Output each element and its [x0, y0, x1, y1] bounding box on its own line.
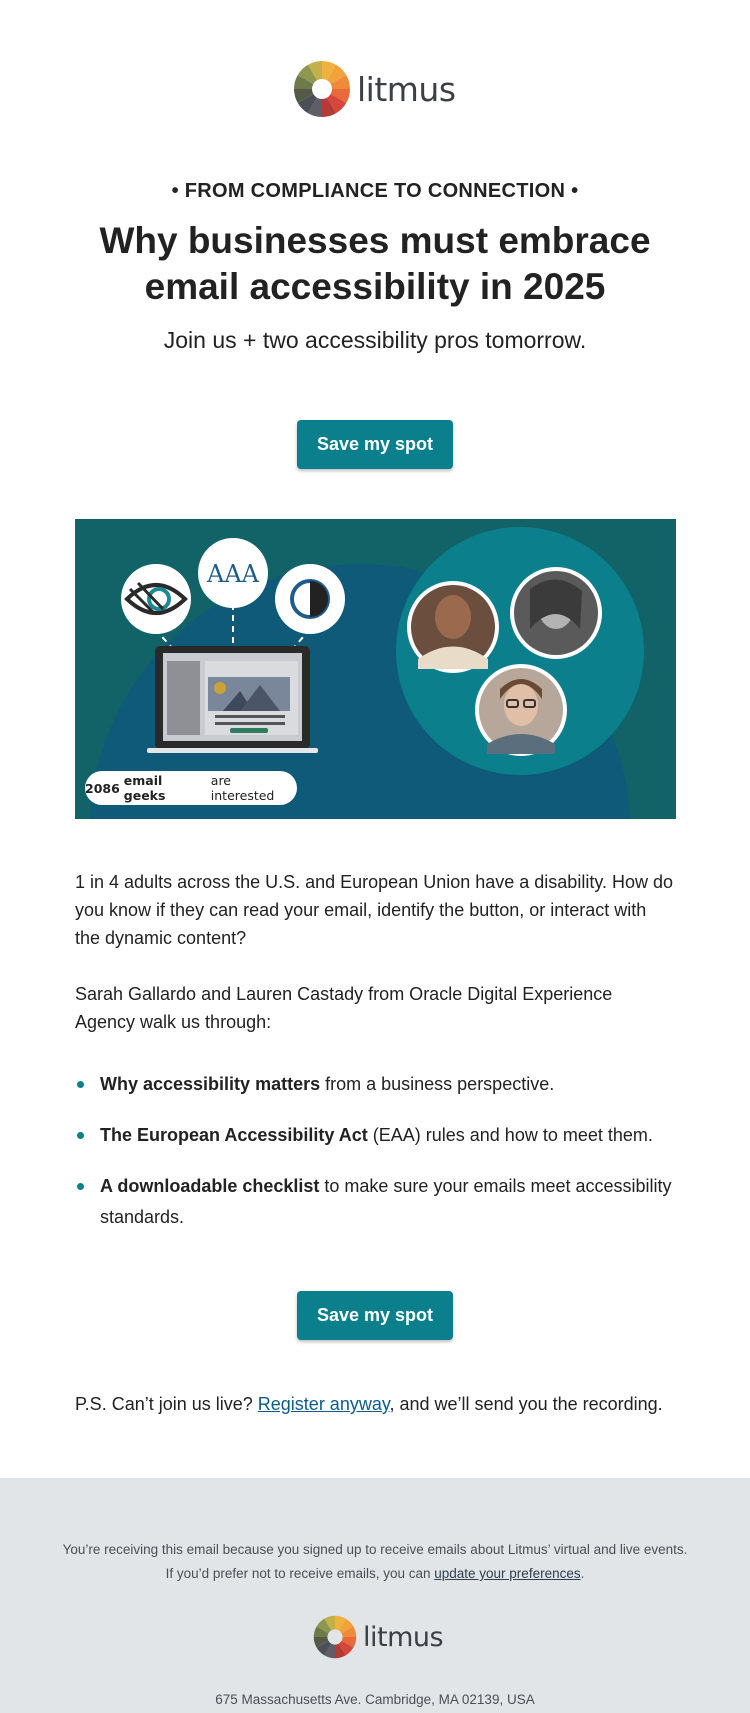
speakers-paragraph: Sarah Gallardo and Lauren Castady from Oracle Digital Experience Agency walk us through: [75, 984, 613, 1032]
bullet-icon [77, 1132, 84, 1139]
interest-count: 2086 [85, 780, 120, 796]
save-my-spot-button[interactable]: Save my spot [297, 420, 453, 469]
interest-count-suffix: are interested [210, 773, 275, 803]
hero-banner[interactable] [75, 519, 676, 819]
ps-paragraph [75, 1390, 715, 1418]
list-item [75, 1171, 685, 1233]
bullet-bold: Why accessibility matters [100, 1074, 321, 1094]
notice-text: You’re receiving this email because you signed up to receive emails about Litmus’ virtual and live events. If you’d prefer not to receive emails, you can [62, 1542, 688, 1581]
ps-suffix: , and we’ll send you the recording. [389, 1394, 663, 1414]
bullet-text: from a business perspective. [320, 1074, 555, 1094]
speaker-photo-3 [475, 664, 567, 756]
bullet-text: to make sure your emails meet accessibility standards. [100, 1176, 672, 1227]
footer-notice [60, 1538, 690, 1586]
litmus-logo[interactable] [293, 60, 456, 118]
litmus-wheel-icon [293, 60, 351, 118]
postal-address: 675 Massachusetts Ave. Cambridge, MA 02139, USA [215, 1692, 535, 1707]
footer [0, 1478, 750, 1713]
bullet-text: (EAA) rules and how to meet them. [367, 1125, 653, 1145]
litmus-wheel-icon [313, 1615, 357, 1659]
update-preferences-link[interactable]: update your preferences [434, 1566, 581, 1581]
notice-suffix: . [580, 1566, 585, 1581]
kicker: • FROM COMPLIANCE TO CONNECTION • [171, 180, 579, 202]
intro-paragraph: 1 in 4 adults across the U.S. and European Union have a disability. How do you know if they can read your email, identify the button, or interact with the dynamic content? [75, 872, 674, 948]
list-item [75, 1069, 685, 1100]
speaker-photo-1 [407, 581, 499, 673]
bullet-bold: The European Accessibility Act [100, 1125, 368, 1145]
footer-litmus-logo[interactable] [313, 1615, 443, 1659]
bullet-icon [77, 1183, 84, 1190]
contrast-icon [292, 581, 328, 617]
register-anyway-link[interactable]: Register anyway [257, 1394, 390, 1414]
speaker-photo-2 [510, 567, 602, 659]
bullet-icon [77, 1081, 84, 1088]
font-size-icon: AAA [207, 560, 259, 588]
interest-count-badge [85, 771, 297, 805]
topics-list [75, 1069, 685, 1253]
bullet-bold: A downloadable checklist [100, 1176, 320, 1196]
ps-prefix: P.S. Can’t join us live? [75, 1394, 258, 1414]
subhead: Join us + two accessibility pros tomorrow. [163, 327, 587, 353]
logo-wordmark: litmus [357, 69, 456, 109]
interest-count-label: email geeks [123, 773, 166, 803]
footer-logo-wordmark: litmus [363, 1621, 444, 1653]
headline: Why businesses must embrace email accessibility in 2025 [99, 220, 651, 307]
list-item [75, 1120, 685, 1151]
save-my-spot-button-bottom[interactable]: Save my spot [297, 1291, 453, 1340]
